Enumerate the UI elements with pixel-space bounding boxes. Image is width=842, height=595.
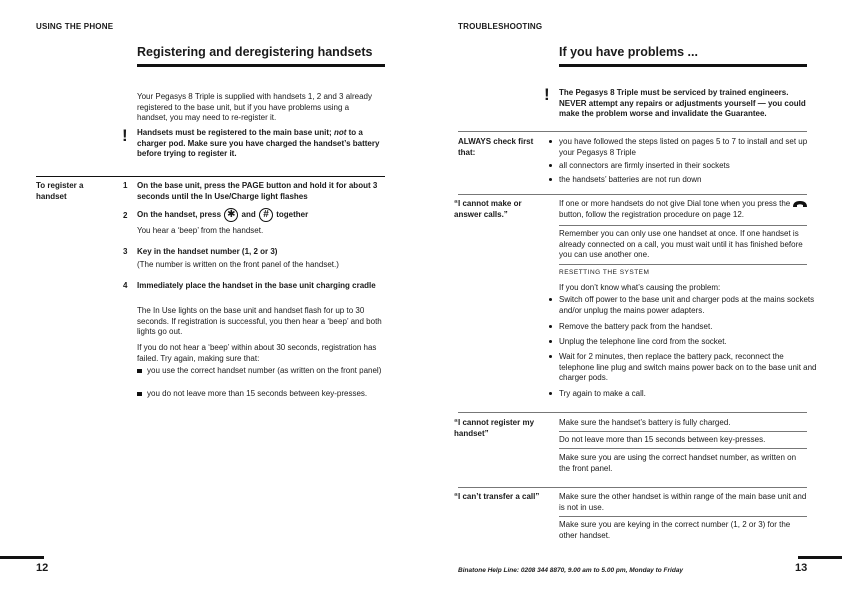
answer-rule [559, 448, 807, 449]
bullet-dot [549, 140, 552, 143]
q3-answer-1: Make sure the other handset is within range of the main base unit and is not in use. [559, 492, 807, 512]
left-page-number: 12 [36, 562, 49, 574]
right-footer-bar [798, 556, 842, 559]
left-page-title: Registering and deregistering handsets [137, 45, 373, 59]
hash-key-icon: # [259, 208, 273, 222]
question-make-calls: “I cannot make or answer calls.” [454, 199, 522, 219]
right-title-rule [559, 64, 807, 67]
register-warning: Handsets must be registered to the main base unit; not to a charger pod. Make sure you have charged the handset’s battery before trying to register it. [137, 128, 380, 158]
step-4-text: Immediately place the handset in the base unit charging cradle [137, 281, 376, 290]
right-page-title: If you have problems ... [559, 45, 698, 59]
bullet-dot [549, 298, 552, 301]
bullet-square [137, 392, 142, 397]
side-heading-register: To register a handset [36, 181, 84, 201]
question-register-handset: “I cannot register my handset” [454, 418, 535, 438]
bullet-dot [549, 164, 552, 167]
answer-rule [559, 264, 807, 265]
left-title-rule [137, 64, 385, 67]
q1-answer-1: If one or more handsets do not give Dial tone when you press the button, follow the registration procedure on page 12. [559, 199, 809, 220]
bullet-dot [549, 325, 552, 328]
bullet-square [137, 369, 142, 374]
step-4-sub-2: If you do not hear a ‘beep’ within about 30 seconds, registration has failed. Try again, making sure that: [137, 343, 377, 363]
intro-paragraph: Your Pegasys 8 Triple is supplied with handsets 1, 2 and 3 already registered to the base unit, but if you have problems using a handset, you may need to re-register it. [137, 92, 372, 122]
left-running-head: USING THE PHONE [36, 22, 114, 31]
star-key-icon: ✱ [224, 208, 238, 222]
step-1-number: 1 [123, 181, 128, 190]
bullet-dot [549, 178, 552, 181]
warning-icon: ! [544, 85, 550, 104]
reset-item-2: Remove the battery pack from the handset. [549, 322, 817, 333]
bullet-dot [549, 392, 552, 395]
step-2-sub: You hear a ‘beep’ from the handset. [137, 226, 264, 235]
left-footer-bar [0, 556, 44, 559]
section-rule [36, 176, 385, 177]
bullet-dot [549, 340, 552, 343]
step-3-text: Key in the handset number (1, 2 or 3) [137, 247, 278, 256]
step-4-bullet-1: you use the correct handset number (as written on the front panel) [137, 366, 382, 377]
section-rule [458, 487, 807, 488]
resetting-heading: RESETTING THE SYSTEM [559, 269, 650, 276]
reset-intro: If you don’t know what’s causing the problem: [559, 283, 721, 292]
right-page-number: 13 [795, 562, 808, 574]
section-rule [458, 194, 807, 195]
right-running-head: TROUBLESHOOTING [458, 22, 543, 31]
step-2-text: On the handset, press ✱ and # together [137, 209, 309, 220]
step-4-number: 4 [123, 281, 128, 290]
section-rule [458, 412, 807, 413]
reset-item-1: Switch off power to the base unit and charger pods at the mains sockets and/or unplug the mains power adapters. [549, 295, 817, 316]
always-item-3: the handsets’ batteries are not run down [549, 175, 817, 186]
step-1-text: On the base unit, press the PAGE button and hold it for about 3 seconds until the In Use/Charge light flashes [137, 181, 378, 201]
q2-answer-2: Do not leave more than 15 seconds between key-presses. [559, 435, 766, 444]
question-transfer-call: “I can’t transfer a call” [454, 492, 540, 501]
section-rule [458, 131, 807, 132]
q2-answer-3: Make sure you are using the correct handset number, as written on the front panel. [559, 453, 797, 473]
step-3-number: 3 [123, 247, 128, 256]
bullet-dot [549, 355, 552, 358]
always-item-1: you have followed the steps listed on pages 5 to 7 to install and set up your Pegasys 8 Triple [549, 137, 817, 158]
warning-icon: ! [122, 126, 128, 145]
help-line-footer: Binatone Help Line: 0208 344 8870, 9.00 am to 5.00 pm, Monday to Friday [458, 567, 684, 574]
phone-handset-icon [792, 199, 808, 209]
q2-answer-1: Make sure the handset’s battery is fully charged. [559, 418, 731, 427]
reset-item-5: Try again to make a call. [549, 389, 817, 400]
step-4-sub-1: The In Use lights on the base unit and handset flash for up to 30 seconds. If registration is successful, you then hear a ‘beep’ and both lights go out. [137, 306, 382, 336]
answer-rule [559, 225, 807, 226]
always-check-label: ALWAYS check first that: [458, 137, 534, 157]
q1-answer-2: Remember you can only use one handset at once. If one handset is already connected on a call, you must wait until it has finished before you can use another one. [559, 229, 803, 259]
always-item-2: all connectors are firmly inserted in their sockets [549, 161, 817, 172]
step-2-number: 2 [123, 211, 128, 220]
q3-answer-2: Make sure you are keying in the correct number (1, 2 or 3) for the other handset. [559, 520, 791, 540]
reset-item-3: Unplug the telephone line cord from the socket. [549, 337, 817, 348]
answer-rule [559, 516, 807, 517]
reset-item-4: Wait for 2 minutes, then replace the battery pack, reconnect the telephone line plug and switch mains power back on to the base unit and charger pods. [549, 352, 817, 384]
answer-rule [559, 431, 807, 432]
step-4-bullet-2: you do not leave more than 15 seconds between key-presses. [137, 389, 382, 400]
step-3-sub: (The number is written on the front panel of the handset.) [137, 260, 339, 269]
service-warning: The Pegasys 8 Triple must be serviced by trained engineers. NEVER attempt any repairs or adjustments yourself — you could make the problem worse and invalidate the Guarantee. [559, 88, 806, 118]
